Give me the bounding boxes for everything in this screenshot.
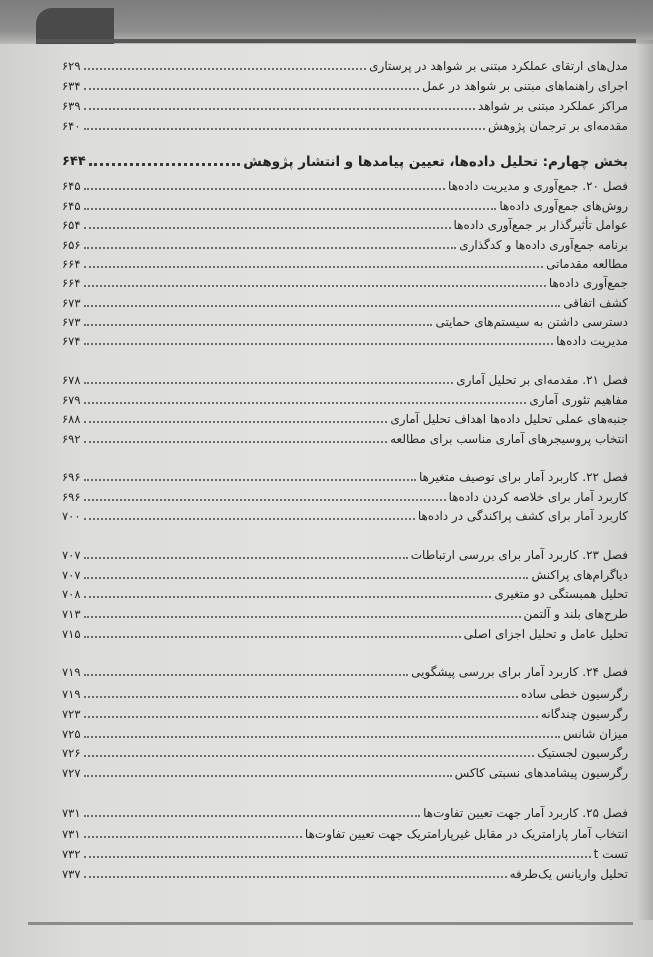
toc-entry	[62, 196, 628, 214]
toc-entry	[62, 844, 628, 862]
toc-chapter	[62, 545, 628, 563]
toc-entry	[62, 76, 628, 94]
leader-dots	[84, 716, 538, 718]
toc-page-number: ۶۹۲	[62, 432, 81, 446]
toc-entry	[62, 724, 628, 742]
toc-page-number: ۶۵۶	[62, 238, 81, 252]
toc-page-number: ۶۴۴	[62, 154, 86, 169]
leader-dots	[84, 402, 527, 404]
toc-page-number: ۶۵۴	[62, 218, 81, 232]
toc-entry	[62, 704, 628, 722]
toc-entry	[62, 506, 628, 524]
toc-entry	[62, 565, 628, 583]
toc-page-number: ۶۷۴	[62, 334, 81, 348]
toc-title: جنبه‌های عملی تحلیل داده‌ها اهداف تحلیل آماری	[390, 412, 628, 426]
leader-dots	[84, 128, 486, 130]
toc-title: روش‌های جمع‌آوری داده‌ها	[499, 199, 628, 213]
toc-entry	[62, 429, 628, 447]
leader-dots	[84, 108, 475, 110]
leader-dots	[84, 856, 591, 858]
toc-page-number: ۷۲۷	[62, 766, 81, 780]
toc-page-number: ۷۳۷	[62, 867, 81, 881]
leader-dots	[84, 305, 561, 307]
toc-title: دسترسی داشتن به سیستم‌های حمایتی	[435, 315, 628, 329]
toc-entry	[62, 763, 628, 781]
toc-page-number: ۶۴۰	[62, 119, 81, 133]
leader-dots	[84, 208, 497, 210]
toc-title: انتخاب آمار پارامتریک در مقابل غیرپارامتریک جهت تعیین تفاوت‌ها	[304, 827, 628, 841]
toc-page-number: ۶۹۶	[62, 470, 81, 484]
leader-dots	[84, 755, 535, 757]
chapter-title: فصل ۲۲. کاربرد آمار برای توصیف متغیرها	[418, 470, 628, 484]
leader-dots	[84, 285, 546, 287]
toc-page-number: ۶۷۳	[62, 315, 81, 329]
toc-page-number: ۷۳۲	[62, 847, 81, 861]
leader-dots	[84, 696, 518, 698]
toc-entry	[62, 96, 628, 114]
leader-dots	[84, 188, 446, 190]
toc-page-number: ۷۰۷	[62, 548, 81, 562]
toc-page-number: ۶۶۴	[62, 257, 81, 271]
toc-title: تحلیل عامل و تحلیل اجزای اصلی	[463, 627, 628, 641]
toc-page-number: ۶۷۸	[62, 373, 81, 387]
leader-dots	[84, 596, 492, 598]
toc-title: برنامه جمع‌آوری داده‌ها و کدگذاری	[459, 238, 628, 252]
leader-dots	[84, 815, 421, 817]
toc-page-number: ۶۲۹	[62, 59, 81, 73]
leader-dots	[84, 577, 529, 579]
toc-title: تحلیل همبستگی دو متغیری	[494, 587, 628, 601]
toc-page-number: ۷۳۱	[62, 806, 81, 820]
toc-page-number: ۶۸۸	[62, 412, 81, 426]
chapter-title: فصل ۲۴. کاربرد آمار برای بررسی پیشگویی	[411, 665, 628, 679]
toc-chapter	[62, 467, 628, 485]
toc-page-number: ۶۹۶	[62, 490, 81, 504]
toc-title: مقدمه‌ای بر ترجمان پژوهش	[488, 119, 628, 133]
toc-entry	[62, 824, 628, 842]
toc-page-number: ۶۷۹	[62, 393, 81, 407]
toc-page-number: ۷۰۸	[62, 587, 81, 601]
toc-entry	[62, 604, 628, 622]
toc-title: طرح‌های بلند و آلتمن	[523, 607, 628, 621]
toc-entry	[62, 215, 628, 233]
leader-dots	[84, 382, 454, 384]
leader-dots	[84, 343, 554, 345]
toc-page-number: ۷۰۰	[62, 509, 81, 523]
toc-entry	[62, 235, 628, 253]
leader-dots	[84, 518, 415, 520]
toc-page-number: ۷۲۶	[62, 746, 81, 760]
leader-dots	[84, 674, 409, 676]
toc-title: تست t	[593, 847, 628, 861]
toc-title: کشف اتفاقی	[563, 296, 628, 310]
toc-title: رگرسیون خطی ساده	[520, 687, 628, 701]
toc-title: کاربرد آمار برای خلاصه کردن داده‌ها	[448, 490, 628, 504]
toc-entry	[62, 684, 628, 702]
leader-dots	[84, 247, 457, 249]
leader-dots	[84, 479, 416, 481]
toc-chapter	[62, 803, 628, 821]
toc-title: مفاهیم تئوری آماری	[529, 393, 628, 407]
toc-title: کاربرد آمار برای کشف پراکندگی در داده‌ها	[417, 509, 628, 523]
leader-dots	[84, 88, 420, 90]
toc-entry	[62, 864, 628, 882]
toc-chapter	[62, 370, 628, 388]
toc-page-number: ۷۱۹	[62, 665, 81, 679]
toc-page-number: ۷۱۵	[62, 627, 81, 641]
toc-title: اجرای راهنماهای مبتنی بر شواهد در عمل	[422, 79, 628, 93]
toc-title: انتخاب پروسیجرهای آماری مناسب برای مطالعه	[390, 432, 628, 446]
toc-entry	[62, 56, 628, 74]
toc-title: رگرسیون لجستیک	[537, 746, 628, 760]
toc-entry	[62, 743, 628, 761]
toc-title: دیاگرام‌های پراکنش	[531, 568, 628, 582]
toc-page-number: ۷۲۳	[62, 707, 81, 721]
toc-entry	[62, 331, 628, 349]
leader-dots	[84, 227, 451, 229]
toc-page-number: ۷۱۳	[62, 607, 81, 621]
leader-dots	[84, 441, 388, 443]
toc-title: تحلیل واریانس یک‌طرفه	[509, 867, 628, 881]
toc-entry	[62, 254, 628, 272]
toc-page-number: ۷۰۷	[62, 568, 81, 582]
toc-chapter	[62, 662, 628, 680]
toc-entry	[62, 293, 628, 311]
toc-entry	[62, 624, 628, 642]
toc-entry	[62, 584, 628, 602]
leader-dots	[84, 266, 544, 268]
leader-dots	[89, 163, 240, 166]
leader-dots	[84, 421, 388, 423]
toc-title: مدیریت داده‌ها	[556, 334, 628, 348]
toc-title: مراکز عملکرد مبتنی بر شواهد	[477, 99, 628, 113]
leader-dots	[84, 836, 302, 838]
leader-dots	[84, 499, 446, 501]
toc-page-number: ۶۷۳	[62, 296, 81, 310]
chapter-title: فصل ۲۱. مقدمه‌ای بر تحلیل آماری	[456, 373, 628, 387]
toc-title: مطالعه مقدماتی	[546, 257, 628, 271]
toc-title: رگرسیون چندگانه	[540, 707, 628, 721]
leader-dots	[84, 775, 452, 777]
toc-title: میزان شانس	[563, 727, 628, 741]
leader-dots	[84, 736, 560, 738]
toc-entry	[62, 273, 628, 291]
chapter-title: فصل ۲۳. کاربرد آمار برای بررسی ارتباطات	[410, 548, 628, 562]
toc-page-number: ۶۳۹	[62, 99, 81, 113]
leader-dots	[84, 557, 408, 559]
toc-chapter	[62, 176, 628, 194]
leader-dots	[84, 68, 367, 70]
toc-title: جمع‌آوری داده‌ها	[548, 276, 628, 290]
toc-entry	[62, 116, 628, 134]
leader-dots	[84, 324, 433, 326]
toc-page-number: ۶۴۵	[62, 179, 81, 193]
toc-title: عوامل تأثیرگذار بر جمع‌آوری داده‌ها	[453, 218, 628, 232]
toc-page-number: ۶۶۴	[62, 276, 81, 290]
toc-entry	[62, 409, 628, 427]
toc-part-heading	[62, 151, 628, 171]
toc-page-number: ۷۲۵	[62, 727, 81, 741]
leader-dots	[84, 616, 521, 618]
toc-entry	[62, 312, 628, 330]
toc-title: رگرسیون پیشامدهای نسبتی کاکس	[454, 766, 628, 780]
toc-title: مدل‌های ارتقای عملکرد مبتنی بر شواهد در پرستاری	[369, 59, 628, 73]
leader-dots	[84, 876, 507, 878]
toc-page-number: ۶۴۵	[62, 199, 81, 213]
chapter-title: فصل ۲۰. جمع‌آوری و مدیریت داده‌ها	[448, 179, 628, 193]
toc-entry	[62, 390, 628, 408]
toc-page-number: ۷۳۱	[62, 827, 81, 841]
leader-dots	[84, 636, 461, 638]
toc-page-number: ۷۱۹	[62, 687, 81, 701]
toc-entry	[62, 487, 628, 505]
toc-page-number: ۶۳۴	[62, 79, 81, 93]
chapter-title: فصل ۲۵. کاربرد آمار جهت تعیین تفاوت‌ها	[423, 806, 628, 820]
part-title: بخش چهارم: تحلیل داده‌ها، تعیین پیامدها و انتشار پژوهش	[243, 154, 628, 170]
